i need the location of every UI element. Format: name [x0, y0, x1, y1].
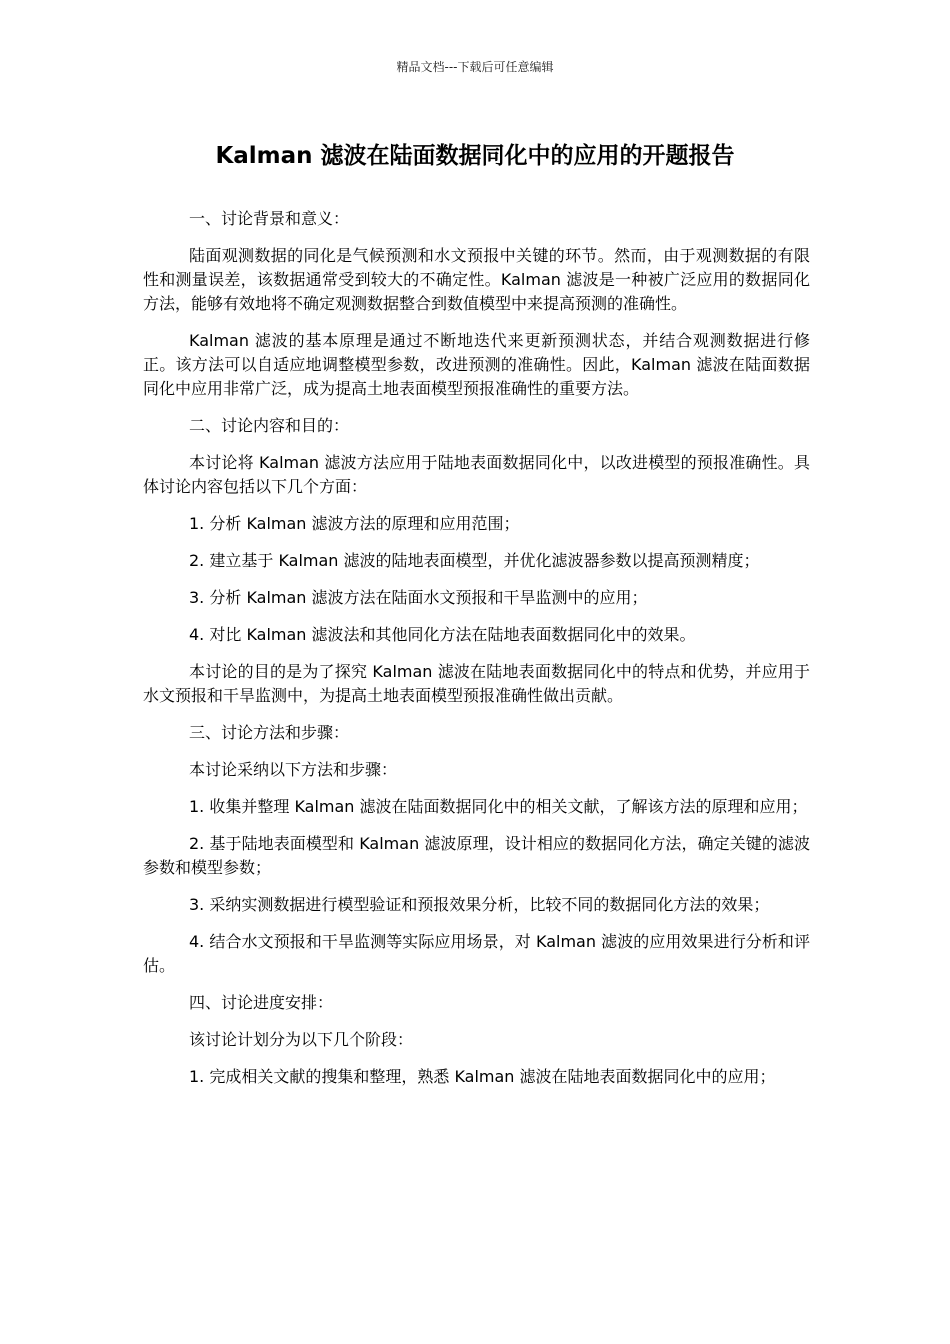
section-heading-background: 一、讨论背景和意义： — [189, 209, 350, 228]
paragraph: 本讨论采纳以下方法和步骤： — [189, 760, 398, 779]
header-note: 精品文档---下载后可任意编辑 — [396, 60, 554, 74]
section-heading-content: 二、讨论内容和目的： — [189, 416, 350, 435]
list-item: 2. 基于陆地表面模型和 Kalman 滤波原理，设计相应的数据同化方法，确定关键的滤波参数和模型参数； — [143, 834, 810, 877]
paragraph: 陆面观测数据的同化是气候预测和水文预报中关键的环节。然而，由于观测数据的有限性和测量误差，该数据通常受到较大的不确定性。Kalman 滤波是一种被广泛应用的数据同化方法，能够有效地将不确定观测数据整合到数值模型中来提高预测的准确性。 — [143, 246, 810, 313]
list-item: 1. 分析 Kalman 滤波方法的原理和应用范围； — [189, 514, 520, 533]
list-item: 3. 采纳实测数据进行模型验证和预报效果分析，比较不同的数据同化方法的效果； — [189, 895, 770, 914]
section-heading-method: 三、讨论方法和步骤： — [189, 723, 350, 742]
list-item: 4. 结合水文预报和干旱监测等实际应用场景，对 Kalman 滤波的应用效果进行分析和评估。 — [143, 932, 810, 975]
list-item: 3. 分析 Kalman 滤波方法在陆面水文预报和干旱监测中的应用； — [189, 588, 648, 607]
list-item: 1. 完成相关文献的搜集和整理，熟悉 Kalman 滤波在陆地表面数据同化中的应用； — [189, 1067, 776, 1086]
paragraph: 该讨论计划分为以下几个阶段： — [189, 1030, 414, 1049]
document-title: Kalman 滤波在陆面数据同化中的应用的开题报告 — [215, 143, 735, 169]
paragraph: 本讨论的目的是为了探究 Kalman 滤波在陆地表面数据同化中的特点和优势，并应用于水文预报和干旱监测中，为提高土地表面模型预报准确性做出贡献。 — [143, 662, 810, 705]
section-heading-schedule: 四、讨论进度安排： — [189, 993, 334, 1012]
document-body — [143, 207, 810, 1102]
paragraph: Kalman 滤波的基本原理是通过不断地迭代来更新预测状态，并结合观测数据进行修正。该方法可以自适应地调整模型参数，改进预测的准确性。因此，Kalman 滤波在陆面数据同化中应用非常广泛，成为提高土地表面模型预报准确性的重要方法。 — [143, 331, 810, 398]
list-item: 1. 收集并整理 Kalman 滤波在陆面数据同化中的相关文献，了解该方法的原理和应用； — [189, 797, 808, 816]
list-item: 2. 建立基于 Kalman 滤波的陆地表面模型，并优化滤波器参数以提高预测精度； — [189, 551, 760, 570]
list-item: 4. 对比 Kalman 滤波法和其他同化方法在陆地表面数据同化中的效果。 — [189, 625, 696, 644]
paragraph: 本讨论将 Kalman 滤波方法应用于陆地表面数据同化中，以改进模型的预报准确性。具体讨论内容包括以下几个方面： — [143, 453, 810, 496]
